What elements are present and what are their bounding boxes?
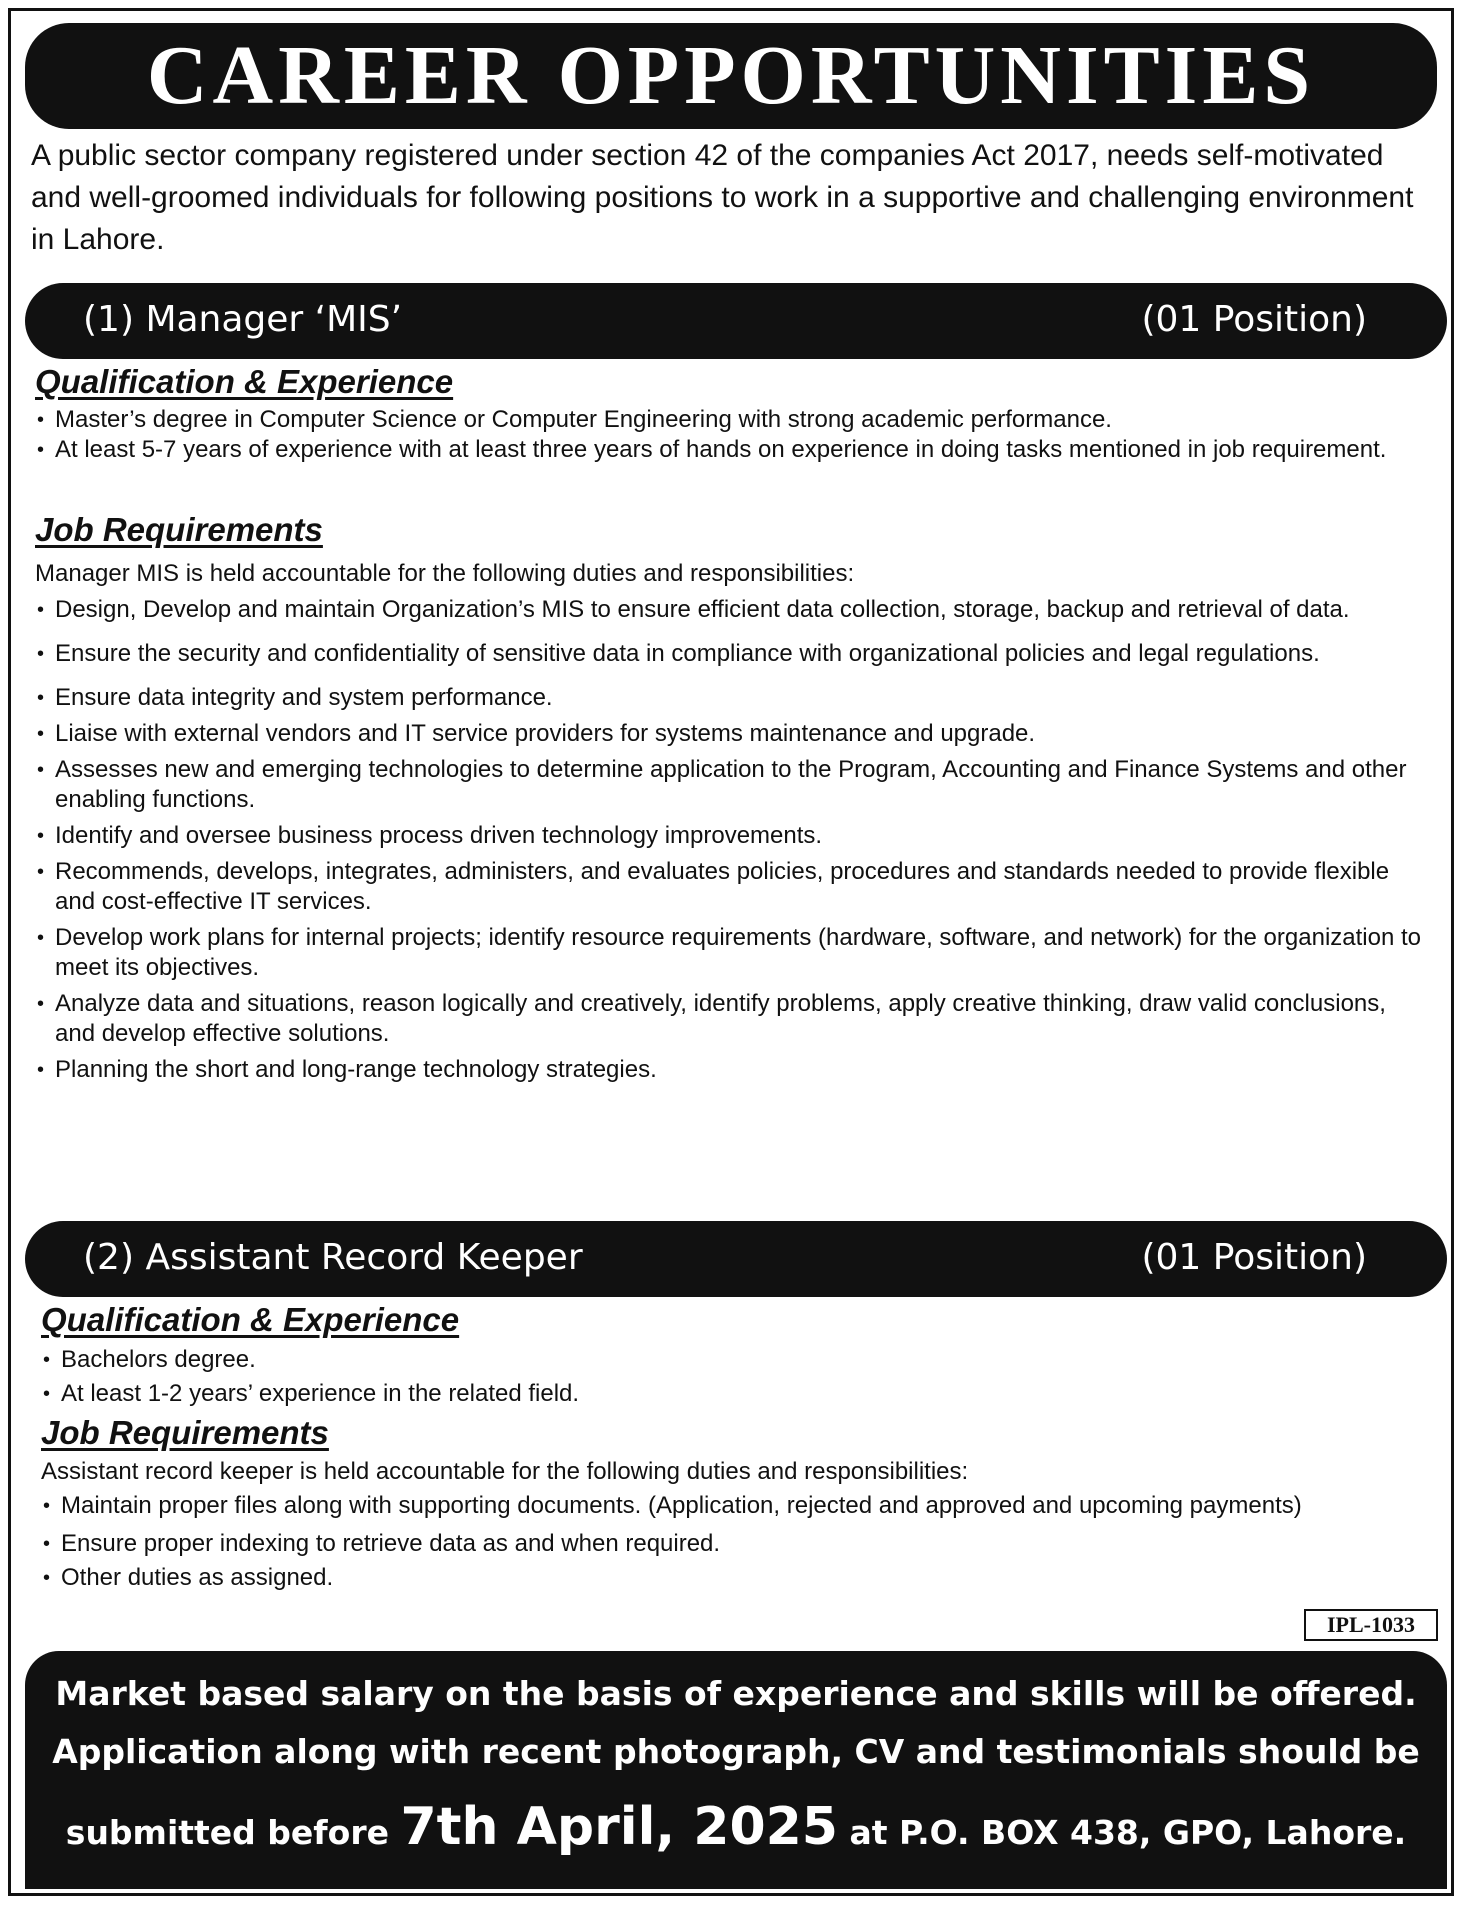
bullet-icon: • (37, 993, 45, 1015)
title-banner (25, 23, 1437, 129)
list-item: • Planning the short and long-range technology strategies. (37, 1056, 657, 1083)
list-item: • Ensure the security and confidentiality of sensitive data in compliance with organizational policies and legal regulations. (37, 640, 1320, 667)
footer-banner (25, 1651, 1447, 1889)
requirements-heading: Job Requirements (35, 511, 323, 548)
position-title: (1) Manager ‘MIS’ (83, 299, 403, 340)
list-item: • Ensure proper indexing to retrieve data as and when required. (43, 1530, 721, 1557)
footer-deadline-address: at P.O. BOX 438, GPO, Lahore. (838, 1813, 1407, 1852)
advertisement-page (8, 8, 1454, 1896)
intro-paragraph: A public sector company registered under section 42 of the companies Act 2017, needs self-motivated and well-groomed individuals for following positions to work in a supportive and challenging environment in Lahore. (31, 139, 1414, 256)
requirements-list (41, 1491, 1411, 1593)
bullet-icon: • (37, 409, 45, 431)
qualification-list (35, 405, 1445, 465)
list-item: • Develop work plans for internal projects; identify resource requirements (hardware, software, and network) for the organization to meet its objectives. (37, 924, 1421, 981)
list-item: • Analyze data and situations, reason logically and creatively, identify problems, apply creative thinking, draw valid conclusions, and develop effective solutions. (37, 990, 1386, 1047)
position-count: (01 Position) (1141, 1237, 1367, 1278)
qualification-heading: Qualification & Experience (35, 363, 454, 400)
list-item: • Design, Develop and maintain Organization’s MIS to ensure efficient data collection, storage, backup and retrieval of data. (37, 596, 1350, 623)
footer-line-deadline (25, 1797, 1447, 1857)
position-title: (2) Assistant Record Keeper (83, 1237, 583, 1278)
requirements-intro: Assistant record keeper is held accountable for the following duties and responsibilities: (41, 1458, 969, 1485)
list-item: • At least 5-7 years of experience with at least three years of hands on experience in doing tasks mentioned in job requirement. (37, 436, 1387, 463)
bullet-icon: • (37, 439, 45, 461)
list-item: • Liaise with external vendors and IT service providers for systems maintenance and upgrade. (37, 720, 1036, 747)
footer-deadline-prefix: submitted before (65, 1813, 401, 1852)
position-banner-assistant-record-keeper (25, 1221, 1447, 1297)
list-item: • Recommends, develops, integrates, administers, and evaluates policies, procedures and standards needed to provide flexible and cost-effective IT services. (37, 858, 1390, 915)
deadline-date: 7th April, 2025 (400, 1797, 838, 1857)
qualification-heading: Qualification & Experience (41, 1301, 460, 1338)
bullet-icon: • (37, 1059, 45, 1081)
list-item: • Ensure data integrity and system performance. (37, 684, 553, 711)
position-count: (01 Position) (1141, 299, 1367, 340)
list-item: • Master’s degree in Computer Science or Computer Engineering with strong academic performance. (37, 406, 1112, 433)
bullet-icon: • (43, 1567, 51, 1589)
footer-line-salary: Market based salary on the basis of experience and skills will be offered. (55, 1674, 1417, 1713)
list-item: • Assesses new and emerging technologies to determine application to the Program, Accounting and Finance Systems and other enabling functions. (37, 756, 1407, 813)
bullet-icon: • (37, 687, 45, 709)
page-title: CAREER OPPORTUNITIES (146, 29, 1316, 122)
list-item: • Bachelors degree. (43, 1346, 256, 1373)
bullet-icon: • (43, 1383, 51, 1405)
list-item: • At least 1-2 years’ experience in the related field. (43, 1380, 580, 1407)
list-item: • Identify and oversee business process driven technology improvements. (37, 822, 823, 849)
footer-line-application: Application along with recent photograph, CV and testimonials should be (52, 1732, 1420, 1771)
bullet-icon: • (37, 643, 45, 665)
list-item: • Maintain proper files along with supporting documents. (Application, rejected and approved and upcoming payments) (43, 1492, 1302, 1519)
bullet-icon: • (37, 759, 45, 781)
bullet-icon: • (43, 1495, 51, 1517)
requirements-heading: Job Requirements (41, 1414, 329, 1451)
bullet-icon: • (37, 825, 45, 847)
bullet-icon: • (37, 927, 45, 949)
requirements-intro: Manager MIS is held accountable for the following duties and responsibilities: (35, 560, 855, 587)
reference-code: IPL-1033 (1304, 1609, 1438, 1641)
qualification-list (41, 1345, 1431, 1409)
bullet-icon: • (37, 861, 45, 883)
list-item: • Other duties as assigned. (43, 1564, 334, 1591)
requirements-list (35, 595, 1425, 1085)
bullet-icon: • (43, 1349, 51, 1371)
bullet-icon: • (43, 1533, 51, 1555)
bullet-icon: • (37, 599, 45, 621)
bullet-icon: • (37, 723, 45, 745)
position-banner-manager-mis (25, 283, 1447, 359)
